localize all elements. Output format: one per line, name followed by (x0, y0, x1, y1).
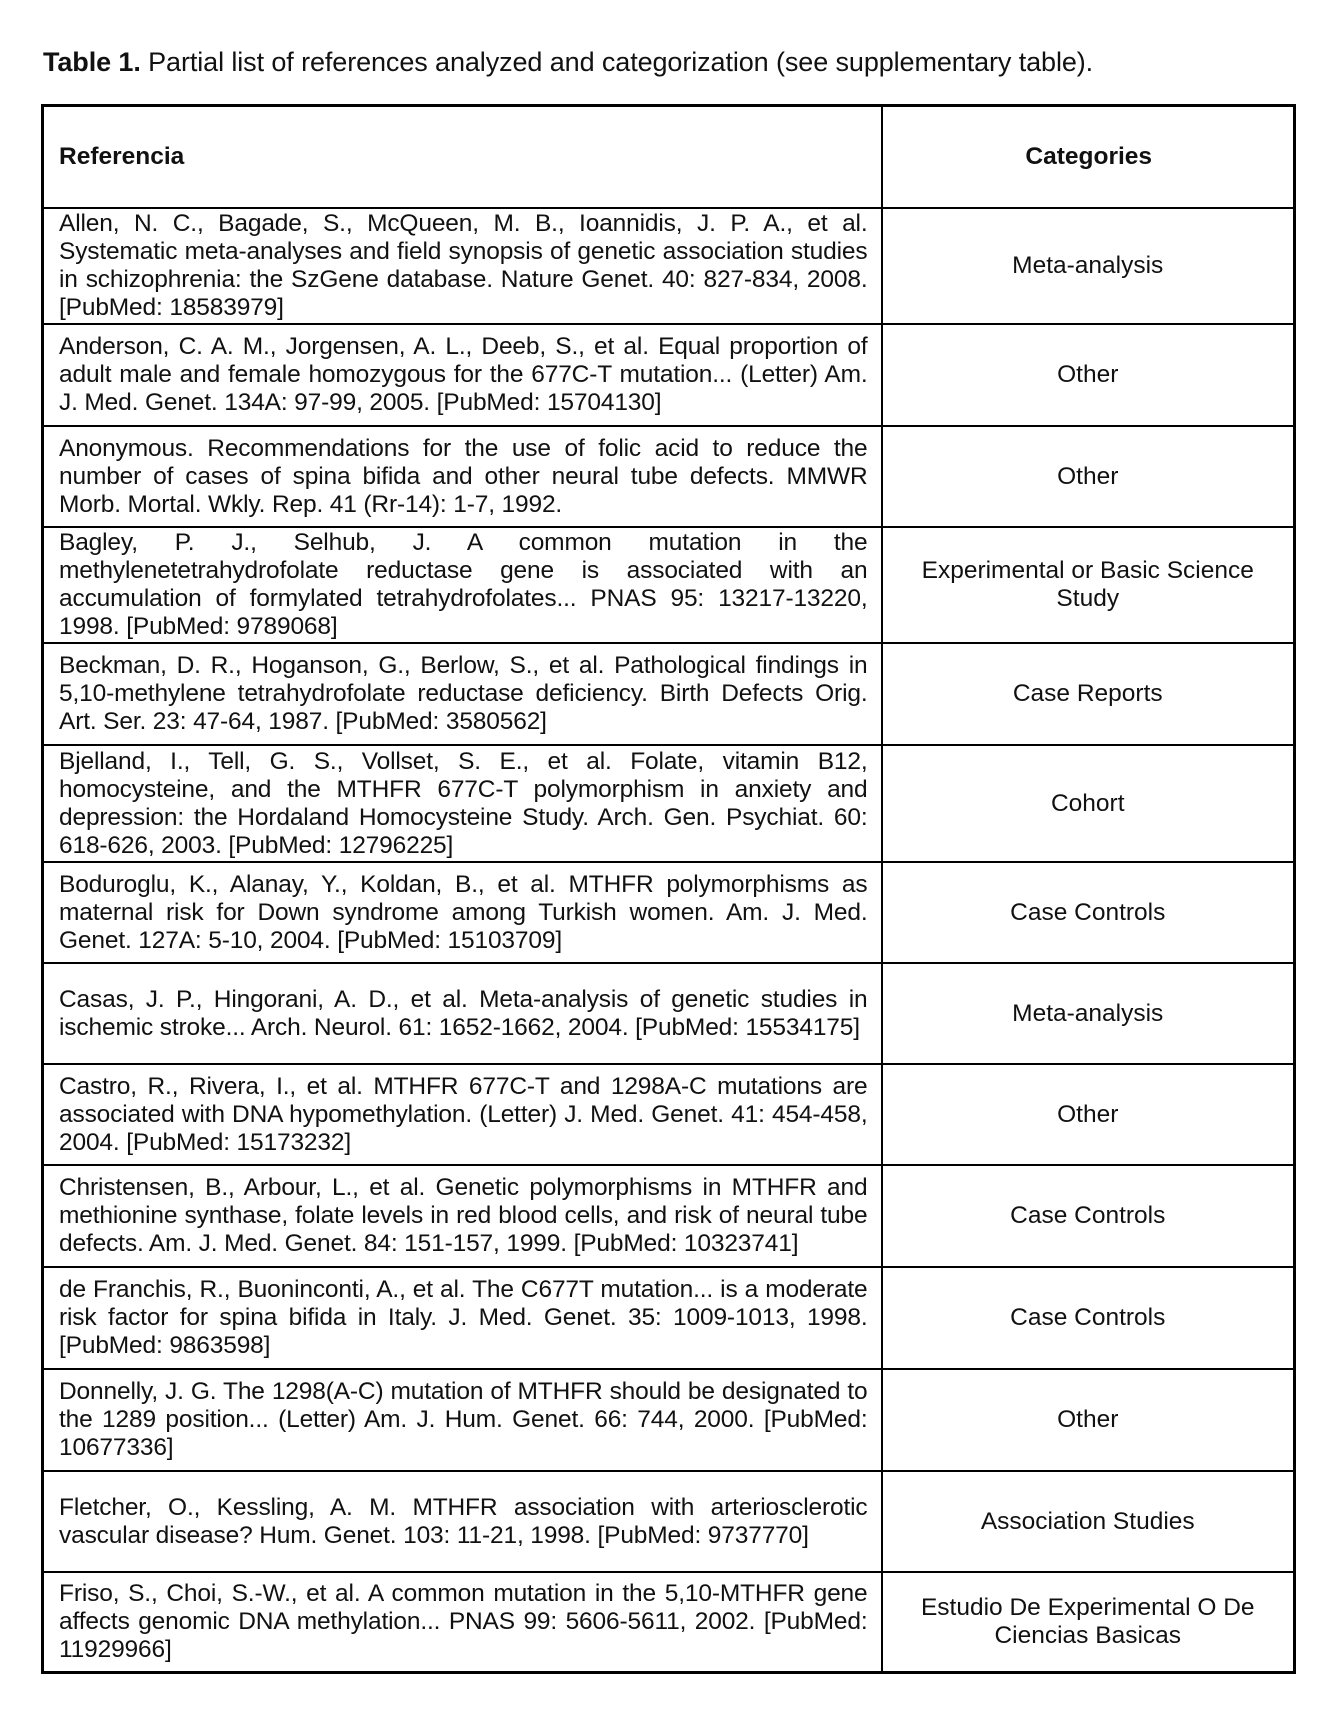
references-table (41, 104, 1296, 1674)
reference-cell: Allen, N. C., Bagade, S., McQueen, M. B., Ioannidis, J. P. A., et al. Systematic meta-analyses and field synopsis of genetic association studies in schizophrenia: the SzGene database. Nature Genet. 40: 827-834, 2008. [PubMed: 18583979] (43, 208, 882, 324)
category-label: Meta-analysis (1012, 999, 1164, 1027)
table-row (43, 1165, 1295, 1267)
category-cell (882, 1572, 1295, 1672)
reference-cell: Donnelly, J. G. The 1298(A-C) mutation of MTHFR should be designated to the 1289 position... (Letter) Am. J. Hum. Genet. 66: 744, 2000. [PubMed: 10677336] (43, 1369, 882, 1471)
category-cell (882, 745, 1295, 862)
category-label: Cohort (1050, 789, 1125, 817)
reference-cell: Boduroglu, K., Alanay, Y., Koldan, B., et al. MTHFR polymorphisms as maternal risk for Down syndrome among Turkish women. Am. J. Med. Genet. 127A: 5-10, 2004. [PubMed: 15103709] (43, 862, 882, 963)
category-cell (882, 1369, 1295, 1471)
header-categories: Categories (882, 106, 1295, 209)
category-label: Other (1057, 462, 1119, 490)
category-label: Association Studies (980, 1507, 1195, 1535)
reference-cell: Anderson, C. A. M., Jorgensen, A. L., Deeb, S., et al. Equal proportion of adult male and female homozygous for the 677C-T mutation... (Letter) Am. J. Med. Genet. 134A: 97-99, 2005. [PubMed: 15704130] (43, 324, 882, 426)
reference-cell: de Franchis, R., Buoninconti, A., et al. The C677T mutation... is a moderate risk factor for spina bifida in Italy. J. Med. Genet. 35: 1009-1013, 1998. [PubMed: 9863598] (43, 1267, 882, 1369)
category-cell (882, 1471, 1295, 1572)
reference-cell: Christensen, B., Arbour, L., et al. Genetic polymorphisms in MTHFR and methionine synthase, folate levels in red blood cells, and risk of neural tube defects. Am. J. Med. Genet. 84: 151-157, 1999. [PubMed: 10323741] (43, 1165, 882, 1267)
table-row (43, 643, 1295, 745)
reference-cell: Bjelland, I., Tell, G. S., Vollset, S. E., et al. Folate, vitamin B12, homocysteine, and the MTHFR 677C-T polymorphism in anxiety and depression: the Hordaland Homocysteine Study. Arch. Gen. Psychiat. 60: 618-626, 2003. [PubMed: 12796225] (43, 745, 882, 862)
table-row (43, 1572, 1295, 1672)
table-row (43, 1064, 1295, 1165)
table-caption-text: Partial list of references analyzed and categorization (see supplementary table). (140, 47, 1094, 77)
category-label: Case Reports (1012, 680, 1163, 707)
category-cell (882, 1064, 1295, 1165)
category-cell (882, 324, 1295, 426)
category-label: Other (1057, 1100, 1119, 1128)
table-row (43, 527, 1295, 643)
table-row (43, 745, 1295, 862)
table-row (43, 1369, 1295, 1471)
reference-cell: Beckman, D. R., Hoganson, G., Berlow, S., et al. Pathological findings in 5,10-methylene tetrahydrofolate reductase deficiency. Birth Defects Orig. Art. Ser. 23: 47-64, 1987. [PubMed: 3580562] (43, 643, 882, 745)
table-row (43, 1267, 1295, 1369)
header-referencia: Referencia (43, 106, 882, 209)
category-label: Meta-analysis (1012, 252, 1164, 279)
category-label: Estudio De Experimental O De Ciencias Basicas (920, 1593, 1255, 1649)
category-cell (882, 963, 1295, 1064)
reference-cell: Anonymous. Recommendations for the use of folic acid to reduce the number of cases of spina bifida and other neural tube defects. MMWR Morb. Mortal. Wkly. Rep. 41 (Rr-14): 1-7, 1992. (43, 426, 882, 527)
category-label: Other (1057, 1406, 1119, 1433)
table-body (43, 208, 1295, 1672)
category-label: Case Controls (1010, 1304, 1166, 1331)
category-cell (882, 527, 1295, 643)
table-row (43, 426, 1295, 527)
reference-cell: Fletcher, O., Kessling, A. M. MTHFR association with arteriosclerotic vascular disease? Hum. Genet. 103: 11-21, 1998. [PubMed: 9737770] (43, 1471, 882, 1572)
table-row (43, 208, 1295, 324)
table-caption-label: Table 1. (43, 47, 141, 77)
table-header-row (43, 106, 1295, 209)
category-cell (882, 862, 1295, 963)
reference-cell: Bagley, P. J., Selhub, J. A common mutation in the methylenetetrahydrofolate reductase gene is associated with an accumulation of formylated tetrahydrofolates... PNAS 95: 13217-13220, 1998. [PubMed: 9789068] (43, 527, 882, 643)
reference-cell: Casas, J. P., Hingorani, A. D., et al. Meta-analysis of genetic studies in ischemic stroke... Arch. Neurol. 61: 1652-1662, 2004. [PubMed: 15534175] (43, 963, 882, 1064)
category-label: Case Controls (1010, 1202, 1166, 1229)
category-cell (882, 1267, 1295, 1369)
category-label: Case Controls (1010, 898, 1166, 926)
table-row (43, 324, 1295, 426)
category-cell (882, 426, 1295, 527)
table-row (43, 963, 1295, 1064)
category-cell (882, 208, 1295, 324)
table-row (43, 1471, 1295, 1572)
table-row (43, 862, 1295, 963)
category-label: Experimental or Basic Science Study (921, 557, 1254, 612)
category-cell (882, 643, 1295, 745)
reference-cell: Friso, S., Choi, S.-W., et al. A common mutation in the 5,10-MTHFR gene affects genomic DNA methylation... PNAS 99: 5606-5611, 2002. [PubMed: 11929966] (43, 1572, 882, 1672)
table-caption (43, 46, 1093, 78)
reference-cell: Castro, R., Rivera, I., et al. MTHFR 677C-T and 1298A-C mutations are associated with DNA hypomethylation. (Letter) J. Med. Genet. 41: 454-458, 2004. [PubMed: 15173232] (43, 1064, 882, 1165)
category-cell (882, 1165, 1295, 1267)
category-label: Other (1057, 361, 1119, 388)
